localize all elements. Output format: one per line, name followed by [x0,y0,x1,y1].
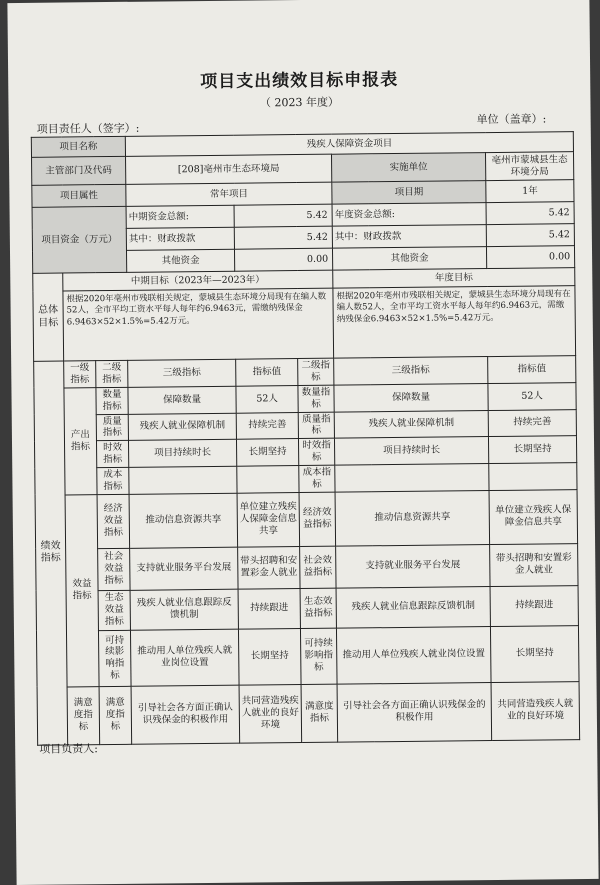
year-l3-cell [335,464,489,492]
dept-value: [208]亳州市生态环境局 [126,154,332,184]
year-l3-cell: 残疾人就业保障机制 [334,410,488,438]
year-l3-header: 三级指标 [334,357,488,385]
mid-value-cell: 52人 [236,385,298,412]
impl-unit-value: 亳州市蒙城县生态环境分局 [486,152,574,181]
year-l2-cell: 成本指标 [299,465,335,492]
year-value-header: 指标值 [488,356,576,384]
mid-l3-cell: 支持就业服务平台发展 [130,547,238,590]
unit-seal-label: 单位（盖章）: [476,112,547,127]
year-other-label: 其他资金 [333,247,487,271]
mid-other-value: 0.00 [235,248,333,271]
year-total-value: 5.42 [486,202,574,225]
year-value-cell: 持续跟进 [490,585,578,626]
mid-l3-cell: 推动信息资源共享 [129,493,238,548]
mid-l3-cell: 残疾人就业保障机制 [128,413,236,441]
year-l3-cell: 推动用人单位残疾人就业岗位设置 [336,626,491,684]
document-page [7,0,598,885]
mid-value-cell: 单位建立残疾人保障金信息共享 [237,492,300,547]
indicator-row [36,543,578,591]
mid-l3-cell: 残疾人就业信息跟踪反馈机制 [130,589,238,630]
mid-total-label: 中期资金总额: [126,205,234,228]
attr-label: 项目属性 [32,184,126,207]
mid-l3-cell: 推动用人单位残疾人就业岗位设置 [131,629,240,686]
goal-text-row [33,286,576,362]
mid-l2-header: 二级指标 [96,360,128,387]
mid-l2-cell: 满意度指标 [99,686,132,744]
year-value-cell: 长期坚持 [488,436,576,464]
mid-goal-header: 中期目标（2023年—2023年） [63,270,333,291]
impl-unit-label: 实施单位 [332,153,486,183]
mid-total-value: 5.42 [234,204,332,227]
year-l2-cell: 可持续影响指标 [300,628,337,684]
mid-fiscal-label: 其中：财政拨款 [126,227,234,250]
form-title: 项目支出绩效目标申报表 [200,69,399,93]
attr-value: 常年项目 [126,182,332,206]
mid-l2-cell: 数量指标 [96,387,128,414]
mid-value-cell: 持续跟进 [238,588,300,629]
indicator-row [35,489,578,549]
year-l2-cell: 满意度指标 [301,684,338,742]
mid-value-cell [237,466,299,493]
year-value-cell: 带头招聘和安置彩金人就业 [490,543,578,586]
year-l2-cell: 数量指标 [298,385,334,412]
overall-goal-label: 总体目标 [33,273,64,361]
mid-l2-cell: 社会效益指标 [98,548,130,590]
year-l3-cell: 推动信息资源共享 [335,490,490,546]
project-name-value: 残疾人保障资金项目 [125,132,573,157]
performance-indicators-label: 绩效指标 [34,361,68,745]
year-l3-cell: 保障数量 [334,383,488,411]
funds-label: 项目资金（万元） [32,206,127,273]
period-value: 1年 [486,180,574,203]
mid-l2-cell: 经济效益指标 [97,494,130,548]
mid-l3-cell: 保障数量 [128,386,236,414]
project-lead-label: 项目负责人: [39,742,98,756]
mid-other-label: 其他资金 [127,249,235,272]
indicator-row [36,585,578,631]
year-l2-cell: 经济效益指标 [299,492,336,546]
year-l2-cell: 质量指标 [298,412,334,439]
year-value-cell: 单位建立残疾人保障金信息共享 [489,489,578,544]
year-value-cell: 52人 [488,382,576,410]
mid-l3-cell: 项目持续时长 [129,439,237,467]
project-name-label: 项目名称 [31,136,125,157]
responsible-person-label: 项目责任人（签字）: [36,121,140,136]
year-l3-cell: 支持就业服务平台发展 [336,544,490,588]
mid-l3-cell [129,466,237,494]
mid-value-cell: 共同营造残疾人就业的良好环境 [239,684,302,743]
year-other-value: 0.00 [487,246,575,269]
year-l2-cell: 时效指标 [299,438,335,465]
mid-l2-cell: 时效指标 [96,441,128,468]
performance-form-table [31,131,580,745]
mid-l2-cell: 可持续影响指标 [98,630,131,686]
year-fiscal-value: 5.42 [486,224,574,247]
mid-value-cell: 长期坚持 [237,439,299,466]
satisfaction-indicator-label: 满意度指标 [67,686,100,744]
output-indicator-label: 产出指标 [64,387,97,494]
mid-value-cell: 带头招聘和安置彩金人就业 [238,546,300,589]
year-l2-header: 二级指标 [298,358,334,385]
mid-l3-header: 三级指标 [128,359,236,387]
year-total-label: 年度资金总额: [332,203,486,227]
year-l2-cell: 社会效益指标 [300,546,336,588]
year-goal-header: 年度目标 [333,268,575,289]
year-fiscal-label: 其中：财政拨款 [332,225,486,249]
mid-l3-cell: 引导社会各方面正确认识残保金的积极作用 [131,685,240,744]
benefit-indicator-label: 效益指标 [65,494,99,686]
year-value-cell: 长期坚持 [490,625,579,682]
form-year: （ 2023 年度） [259,95,340,110]
mid-l1-header: 一级指标 [64,361,96,388]
mid-l2-cell: 质量指标 [96,414,128,441]
year-goal-text: 根据2020年亳州市残联相关规定，蒙城县生态环境分局现有在编人数52人，全市平均工资水平每人每年约6.9463元，需缴纳残保金6.9463×52×1.5%=5.42万元。 [333,286,576,359]
dept-label: 主管部门及代码 [32,156,126,185]
mid-value-header: 指标值 [236,359,298,386]
year-value-cell: 共同营造残疾人就业的良好环境 [491,681,580,740]
indicator-row [36,625,579,687]
mid-value-cell: 持续完善 [236,412,298,439]
mid-l2-cell: 成本指标 [97,467,129,494]
period-label: 项目期 [332,181,486,205]
indicator-row [37,681,580,745]
mid-l2-cell: 生态效益指标 [98,590,130,630]
mid-fiscal-value: 5.42 [234,226,332,249]
year-l2-cell: 生态效益指标 [300,588,336,628]
year-value-cell: 持续完善 [488,409,576,437]
year-l3-cell: 残疾人就业信息跟踪反馈机制 [336,586,490,628]
year-l3-cell: 引导社会各方面正确认识残保金的积极作用 [337,682,492,742]
mid-goal-text: 根据2020年亳州市残联相关规定，蒙城县生态环境分局现有在编人数52人，全市平均工资水平每人每年约6.9463元，需缴纳残保金6.9463×52×1.5%=5.42万元。 [63,288,334,361]
year-l3-cell: 项目持续时长 [335,437,489,465]
mid-value-cell: 长期坚持 [238,628,301,685]
year-value-cell [489,463,577,491]
